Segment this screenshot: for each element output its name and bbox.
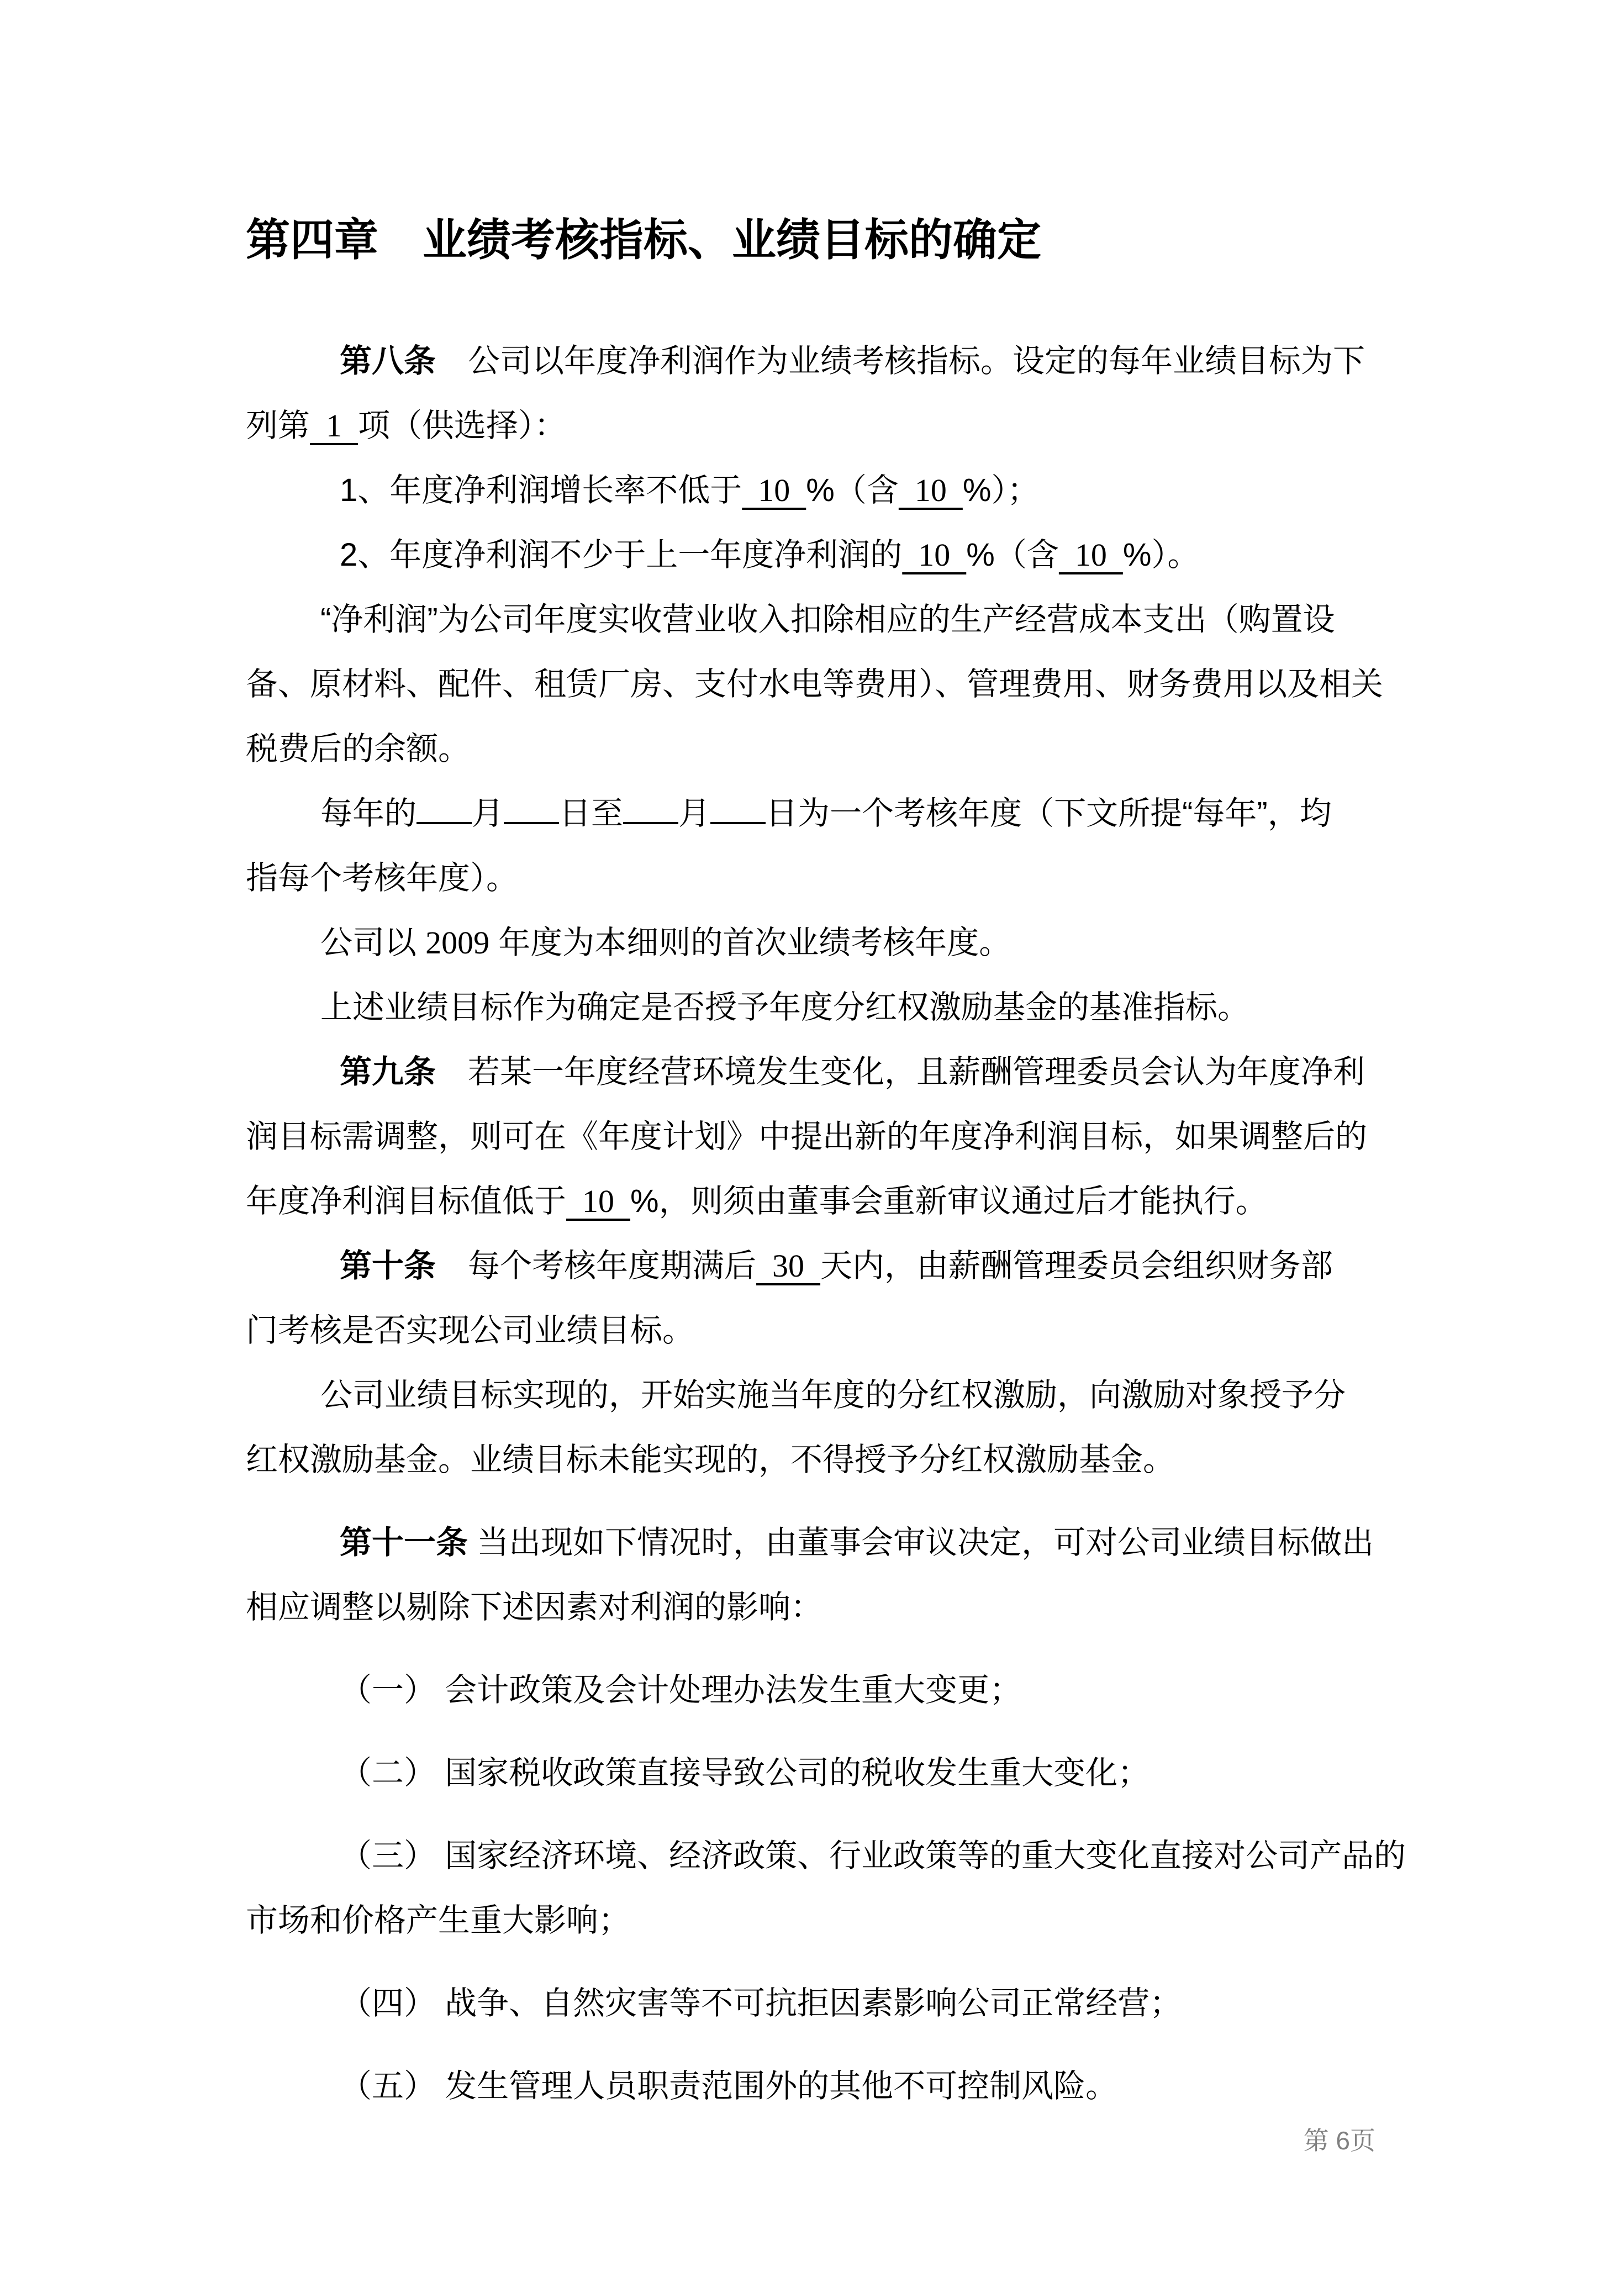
blank-underline: [710, 790, 766, 824]
text-run: （三） 国家经济环境、经济政策、行业政策等的重大变化直接对公司产品的: [340, 1838, 1406, 1874]
text-line: [246, 975, 1389, 1040]
text-line: [246, 1233, 1389, 1298]
text-line: [246, 652, 1389, 716]
text-run: 月: [678, 795, 711, 831]
text-line: [246, 393, 1389, 458]
text-run: 年度为本细则的首次业绩考核年度。: [489, 925, 1011, 961]
number-value: 10: [898, 472, 963, 508]
text-run: （二） 国家税收政策直接导致公司的税收发生重大变化；: [340, 1755, 1150, 1791]
text-run: “净利润”为公司年度实收营业收入扣除相应的生产经营成本支出（购置设: [320, 602, 1335, 637]
text-line: [246, 1575, 1389, 1639]
text-run: [436, 1248, 468, 1284]
text-run: （五） 发生管理人员职责范围外的其他不可控制风险。: [340, 2068, 1118, 2104]
text-run: 当出现如下情况时，由董事会审议决定，可对公司业绩目标做出: [468, 1525, 1374, 1561]
text-run: 公司以年度净利润作为业绩考核指标。设定的每年业绩目标为下: [468, 343, 1365, 379]
number-value: 10: [902, 537, 967, 573]
text-run: 润目标需调整，则可在《年度计划》中提出新的年度净利润目标，如果调整后的: [246, 1119, 1368, 1154]
text-run: 若某一年度经营环境发生变化，且薪酬管理委员会认为年度净利: [468, 1054, 1365, 1090]
text-run: 每年的: [320, 795, 417, 831]
text-line: [246, 716, 1389, 781]
text-line: [246, 2054, 1389, 2118]
text-run: %）。: [1122, 537, 1200, 573]
text-run: 第八条: [340, 343, 436, 379]
text-run: 1、年度净利润增长率不低于: [340, 472, 742, 508]
chapter-heading: 第四章 业绩考核指标、业绩目标的确定: [246, 215, 1041, 265]
text-run: [436, 1054, 468, 1090]
text-line: [246, 846, 1389, 910]
text-run: 公司业绩目标实现的，开始实施当年度的分红权激励，向激励对象授予分: [320, 1377, 1346, 1413]
text-line: [246, 910, 1389, 975]
text-line: [246, 781, 1389, 846]
text-run: 2、年度净利润不少于上一年度净利润的: [340, 537, 903, 573]
document-body: [246, 329, 1406, 2118]
text-line: [246, 1104, 1389, 1169]
text-line: [246, 587, 1389, 652]
text-run: %（含: [966, 537, 1059, 573]
text-line: [246, 523, 1389, 587]
text-run: 日为一个考核年度（下文所提“每年”，均: [766, 795, 1332, 831]
text-run: 备、原材料、配件、租赁厂房、支付水电等费用）、管理费用、财务费用以及相关: [246, 666, 1384, 702]
text-line: [246, 1888, 1389, 1953]
text-run: 日至: [559, 795, 624, 831]
text-line: [246, 1363, 1389, 1427]
text-run: %）；: [962, 472, 1040, 508]
number-value: 10: [1058, 537, 1123, 573]
text-run: 指每个考核年度）。: [246, 860, 519, 896]
text-run: 第十条: [340, 1248, 436, 1284]
text-line: [246, 329, 1389, 393]
text-line: [246, 1971, 1389, 2036]
text-run: 每个考核年度期满后: [468, 1248, 757, 1284]
page-number: 第 6页: [1303, 2126, 1375, 2155]
number-value: 2009: [425, 925, 490, 961]
blank-underline: [416, 790, 472, 824]
text-run: 项（供选择）：: [358, 408, 567, 444]
text-run: 第九条: [340, 1054, 436, 1090]
text-run: 相应调整以剔除下述因素对利润的影响：: [246, 1589, 823, 1625]
text-run: 列第: [246, 408, 310, 444]
text-run: %（含: [806, 472, 899, 508]
text-run: 市场和价格产生重大影响；: [246, 1902, 631, 1938]
text-run: 红权激励基金。业绩目标未能实现的，不得授予分红权激励基金。: [246, 1442, 1175, 1478]
text-run: 上述业绩目标作为确定是否授予年度分红权激励基金的基准指标。: [320, 989, 1250, 1025]
text-run: 第十一条: [340, 1525, 468, 1561]
text-line: [246, 1510, 1389, 1575]
text-run: 月: [472, 795, 504, 831]
number-value: 1: [310, 408, 358, 444]
text-run: 税费后的余额。: [246, 731, 471, 767]
text-run: [436, 343, 468, 379]
text-line: [246, 1427, 1389, 1492]
text-line: [246, 1040, 1389, 1104]
text-run: （一） 会计政策及会计处理办法发生重大变更；: [340, 1672, 1022, 1708]
number-value: 10: [742, 472, 806, 508]
text-run: 天内，由薪酬管理委员会组织财务部: [820, 1248, 1333, 1284]
text-run: （四） 战争、自然灾害等不可抗拒因素影响公司正常经营；: [340, 1985, 1182, 2021]
text-run: 年度净利润目标值低于: [246, 1183, 567, 1219]
number-value: 30: [756, 1248, 821, 1284]
text-line: [246, 458, 1389, 523]
number-value: 10: [566, 1183, 631, 1219]
text-run: 公司以: [320, 925, 426, 961]
text-run: 门考核是否实现公司业绩目标。: [246, 1312, 695, 1348]
text-line: [246, 1169, 1389, 1233]
text-line: [246, 1658, 1389, 1722]
text-line: [246, 1298, 1389, 1363]
blank-underline: [504, 790, 559, 824]
text-line: [246, 1741, 1389, 1805]
blank-underline: [623, 790, 678, 824]
text-run: %，则须由董事会重新审议通过后才能执行。: [630, 1183, 1268, 1219]
text-line: [246, 1823, 1406, 1888]
